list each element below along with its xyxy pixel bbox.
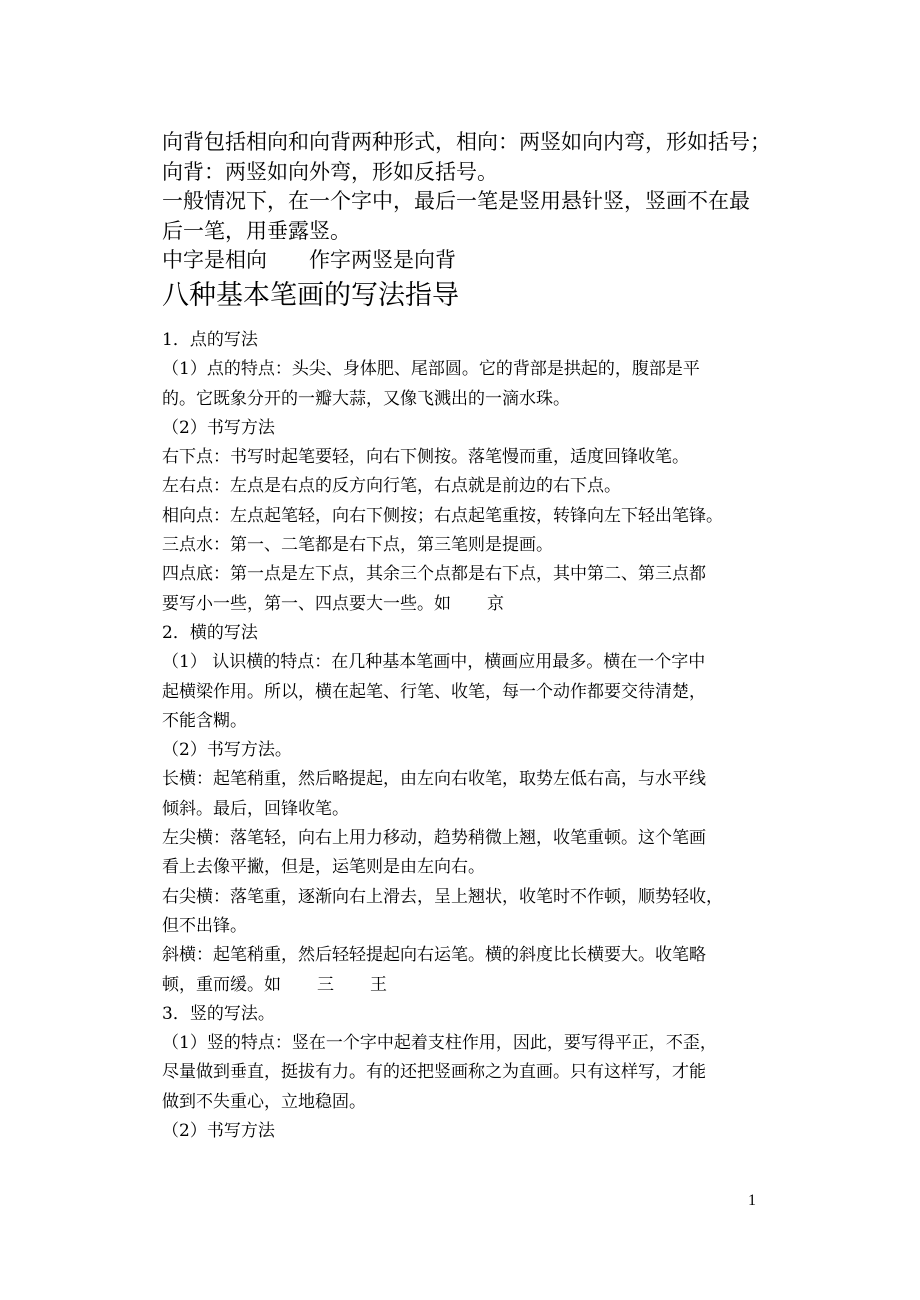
body-line: 的。它既象分开的一瓣大蒜，又像飞溅出的一滴水珠。	[162, 388, 570, 409]
body-line: 要写小一些，第一、四点要大一些。如 京	[162, 593, 504, 614]
section-title-dot: 1．点的写法	[162, 330, 258, 350]
intro-section	[162, 128, 771, 276]
body-line: （1）点的特点：头尖、身体肥、尾部圆。它的背部是拱起的，腹部是平	[162, 359, 700, 380]
body-line: 尽量做到垂直，挺拔有力。有的还把竖画称之为直画。只有这样写，才能	[162, 1062, 706, 1083]
body-line: 右尖横：落笔重，逐渐向右上滑去，呈上翘状，收笔时不作顿，顺势轻收，	[162, 886, 723, 907]
body-line: 左右点：左点是右点的反方向行笔，右点就是前边的右下点。	[162, 476, 621, 497]
example-xiangbei: 作字两竖是向背	[309, 248, 456, 272]
body-line: 顿，重而缓。如 三 王	[162, 974, 387, 995]
body-line: 相向点：左点起笔轻，向右下侧按；右点起笔重按，转锋向左下轻出笔锋。	[162, 505, 723, 526]
body-line: 起横梁作用。所以，横在起笔、行笔、收笔，每一个动作都要交待清楚，	[162, 681, 706, 702]
subsection-title: （2）书写方法	[162, 1121, 275, 1142]
body-line: 但不出锋。	[162, 915, 247, 936]
subsection-title: （2）书写方法。	[162, 740, 292, 761]
body-line: （1）竖的特点：竖在一个字中起着支柱作用，因此，要写得平正，不歪，	[162, 1033, 717, 1054]
body-line: 倾斜。最后，回锋收笔。	[162, 798, 349, 819]
body-line: 斜横：起笔稍重，然后轻轻提起向右运笔。横的斜度比长横要大。收笔略	[162, 945, 706, 966]
section-heading: 八种基本笔画的写法指导	[162, 280, 459, 311]
example-char-san: 三	[317, 974, 334, 995]
example-line	[162, 246, 762, 276]
intro-line: 向背：两竖如向外弯，形如反括号。	[162, 159, 498, 184]
body-line: 不能含糊。	[162, 710, 247, 731]
section-title-shu: 3．竖的写法。	[162, 1003, 275, 1024]
body-line: 左尖横：落笔轻，向右上用力移动，趋势稍微上翘，收笔重顿。这个笔画	[162, 828, 706, 849]
example-char-jing: 京	[487, 593, 504, 614]
intro-line: 后一笔，用垂露竖。	[162, 218, 351, 243]
body-section	[162, 326, 762, 1146]
intro-line: 一般情况下，在一个字中，最后一笔是竖用悬针竖，竖画不在最	[162, 189, 750, 213]
body-line: 四点底：第一点是左下点，其余三个点都是右下点，其中第二、第三点都	[162, 564, 706, 585]
example-xiangxiang: 中字是相向	[162, 248, 267, 272]
subsection-title: （2）书写方法	[162, 417, 275, 438]
body-line: 看上去像平撇，但是，运笔则是由左向右。	[162, 857, 485, 878]
body-line: （1） 认识横的特点：在几种基本笔画中，横画应用最多。横在一个字中	[162, 652, 706, 673]
body-line: 三点水：第一、二笔都是右下点，第三笔则是提画。	[162, 535, 553, 556]
example-char-wang: 王	[370, 974, 387, 995]
body-line: 长横：起笔稍重，然后略提起，由左向右收笔，取势左低右高，与水平线	[162, 769, 706, 790]
section-title-heng: 2．横的写法	[162, 622, 258, 643]
intro-line: 向背包括相向和向背两种形式，相向：两竖如向内弯，形如括号；	[162, 130, 771, 154]
body-line: 做到不失重心，立地稳固。	[162, 1091, 366, 1112]
page-number: 1	[748, 1192, 756, 1209]
body-line: 右下点：书写时起笔要轻，向右下侧按。落笔慢而重，适度回锋收笔。	[162, 447, 689, 468]
